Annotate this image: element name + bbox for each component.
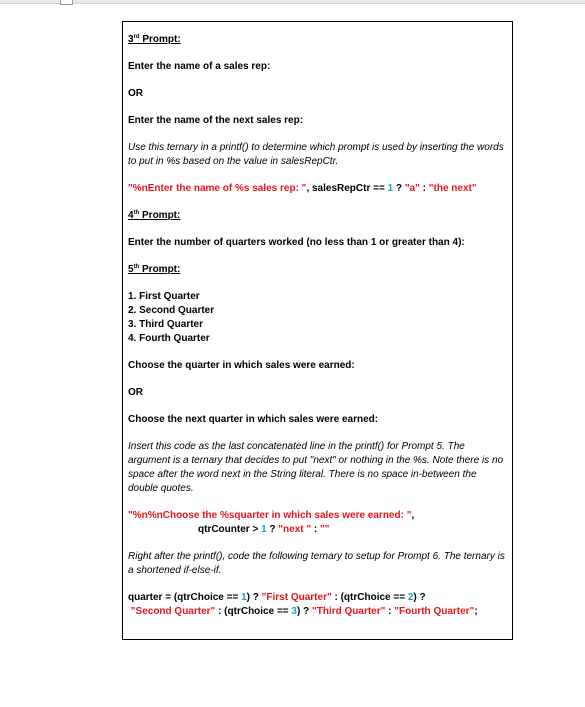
ternary-code-line2: "Second Quarter" : (qtrChoice == 3) ? "Third Quarter" : "Fourth Quarter"; [130,606,478,617]
list-item: 1. First Quarter [128,291,200,302]
top-edge-bar [0,0,585,4]
prompt5-line2: Choose the next quarter in which sales were earned: [128,414,379,425]
prompt5-code-line1: "%n%nChoose the %squarter in which sales were earned: ", [128,510,415,521]
prompt5-note: Insert this code as the last concatenated line in the printf() for Prompt 5. The argument is a ternary that decides to put "next" or nothing in the %s. Note there is no space after the word next in the String literal. There is no space in-between the double quotes. [128,441,504,494]
quarter-list [128,290,506,346]
prompt4-line1: Enter the number of quarters worked (no less than 1 or greater than 4): [128,237,465,248]
document-content [128,33,506,619]
prompt5-line1: Choose the quarter in which sales were earned: [128,360,355,371]
prompt3-code: "%nEnter the name of %s sales rep: ", salesRepCtr == 1 ? "a" : "the next" [128,183,477,194]
list-item: 3. Third Quarter [128,319,204,330]
list-item: 2. Second Quarter [128,305,215,316]
list-item: 4. Fourth Quarter [128,333,210,344]
prompt5-code-line2: qtrCounter > 1 ? "next " : "" [198,524,330,535]
page-corner-marker [60,0,73,5]
ternary-code-line1: quarter = (qtrChoice == 1) ? "First Quarter" : (qtrChoice == 2) ? [128,592,426,603]
prompt5-heading: 5th Prompt: [128,264,181,275]
prompt3-line1: Enter the name of a sales rep: [128,61,271,72]
prompt4-heading: 4th Prompt: [128,210,181,221]
prompt3-note: Use this ternary in a printf() to determine which prompt is used by inserting the words to put in %s based on the value in salesRepCtr. [128,142,504,167]
prompt3-line2: Enter the name of the next sales rep: [128,115,304,126]
prompt5-or: OR [128,387,143,398]
prompt5-note2: Right after the printf(), code the following ternary to setup for Prompt 6. The ternary is a shortened if-else-if. [128,551,505,576]
prompt3-or: OR [128,88,143,99]
prompt3-heading: 3rd Prompt: [128,34,181,45]
